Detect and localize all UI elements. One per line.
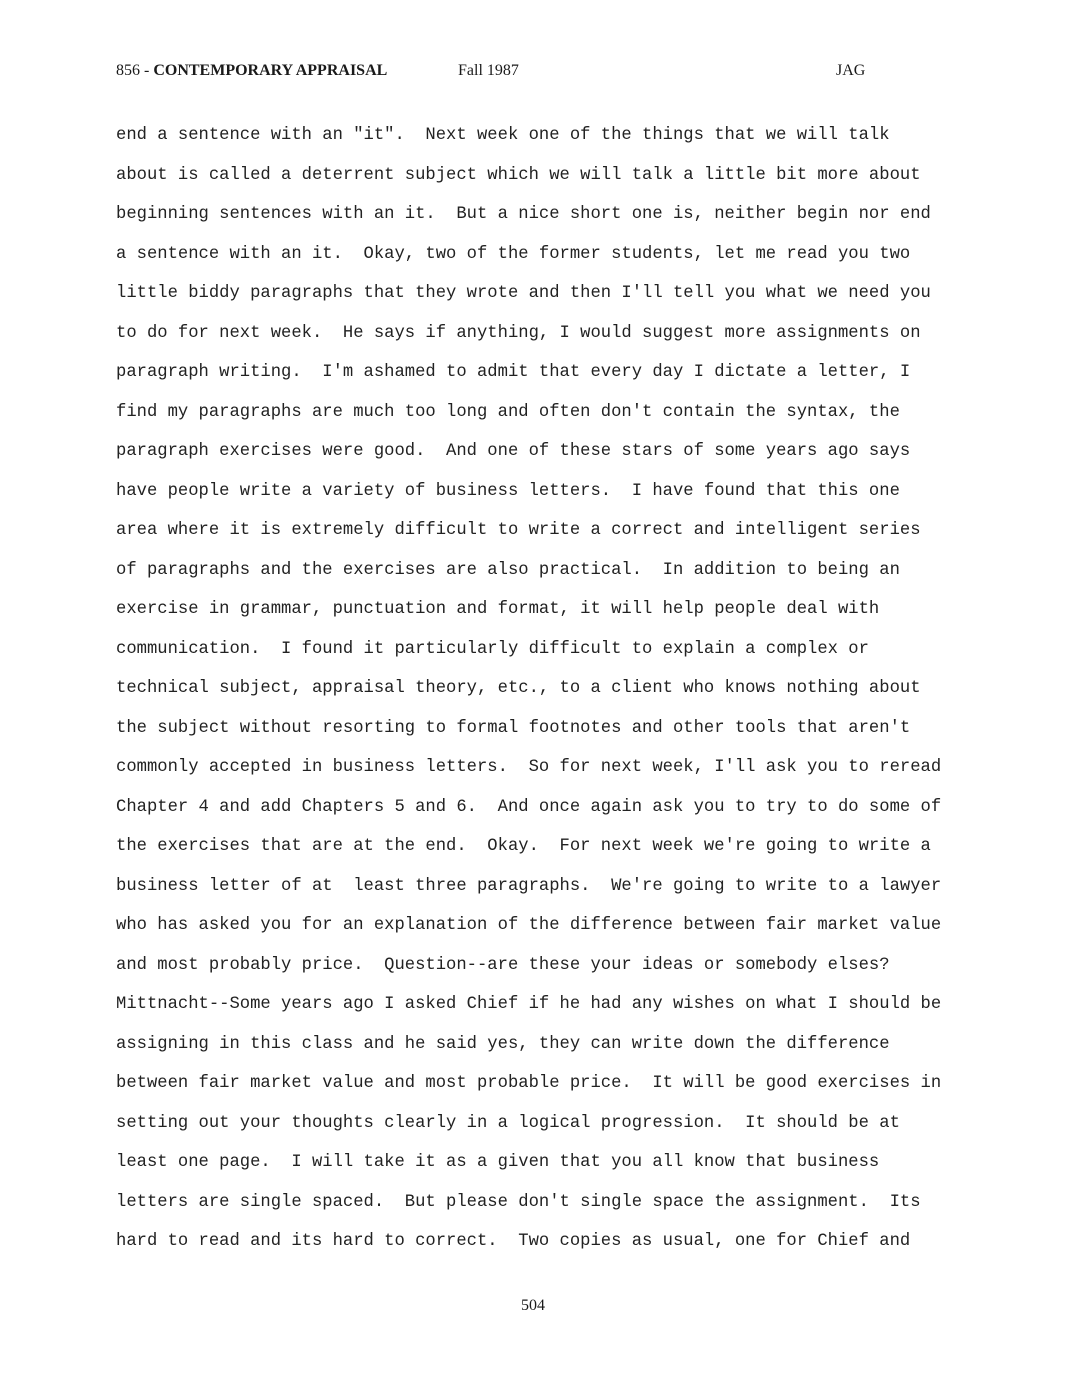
page-number: 504	[521, 1297, 545, 1314]
text-line: the exercises that are at the end. Okay. For next week we're going to write a	[116, 837, 931, 856]
text-line: little biddy paragraphs that they wrote and then I'll tell you what we need you	[116, 284, 931, 303]
text-line: Chapter 4 and add Chapters 5 and 6. And once again ask you to try to do some of	[116, 797, 942, 817]
text-line: have people write a variety of business letters. I have found that this one	[116, 481, 900, 501]
text-line: hard to read and its hard to correct. Two copies as usual, one for Chief and	[116, 1232, 911, 1251]
text-line: communication. I found it particularly difficult to explain a complex or	[116, 639, 869, 659]
page-header	[116, 62, 876, 84]
text-line: area where it is extremely difficult to write a correct and intelligent series	[116, 521, 921, 540]
text-line: the subject without resorting to formal footnotes and other tools that aren't	[116, 718, 911, 738]
text-line: paragraph writing. I'm ashamed to admit that every day I dictate a letter, I	[116, 363, 911, 382]
text-line: end a sentence with an "it". Next week one of the things that we will talk	[116, 126, 890, 145]
term-label: Fall 1987	[458, 62, 519, 79]
transcript-body	[116, 125, 1016, 1271]
text-line: Mittnacht--Some years ago I asked Chief if he had any wishes on what I should be	[116, 995, 942, 1014]
course-title: CONTEMPORARY APPRAISAL	[153, 62, 388, 79]
text-line: letters are single spaced. But please don't single space the assignment. Its	[116, 1192, 921, 1212]
text-line: to do for next week. He says if anything, I would suggest more assignments on	[116, 323, 921, 343]
text-line: commonly accepted in business letters. So for next week, I'll ask you to reread	[116, 758, 942, 777]
text-line: business letter of at least three paragraphs. We're going to write to a lawyer	[116, 876, 942, 896]
text-line: exercise in grammar, punctuation and format, it will help people deal with	[116, 600, 880, 619]
course-heading	[116, 62, 387, 80]
text-line: who has asked you for an explanation of the difference between fair market value	[116, 916, 942, 935]
course-number: 856 -	[116, 62, 154, 79]
text-line: least one page. I will take it as a given that you all know that business	[116, 1153, 880, 1172]
text-line: of paragraphs and the exercises are also practical. In addition to being an	[116, 560, 900, 580]
text-line: find my paragraphs are much too long and often don't contain the syntax, the	[116, 402, 900, 422]
author-initials: JAG	[836, 62, 866, 79]
text-line: and most probably price. Question--are these your ideas or somebody elses?	[116, 955, 890, 975]
text-line: technical subject, appraisal theory, etc., to a client who knows nothing about	[116, 679, 921, 698]
text-line: a sentence with an it. Okay, two of the former students, let me read you two	[116, 244, 911, 264]
text-line: assigning in this class and he said yes, they can write down the difference	[116, 1034, 890, 1054]
text-line: beginning sentences with an it. But a nice short one is, neither begin nor end	[116, 205, 931, 224]
text-line: paragraph exercises were good. And one of these stars of some years ago says	[116, 442, 911, 461]
text-line: between fair market value and most probable price. It will be good exercises in	[116, 1074, 942, 1093]
text-line: setting out your thoughts clearly in a logical progression. It should be at	[116, 1113, 900, 1133]
text-line: about is called a deterrent subject which we will talk a little bit more about	[116, 165, 921, 185]
